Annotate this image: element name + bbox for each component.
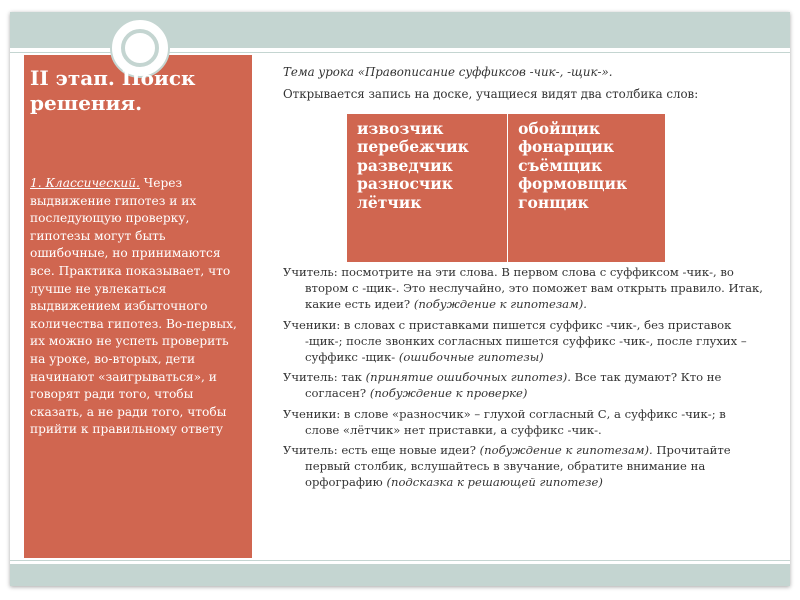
dialog-line	[283, 264, 763, 313]
dialog-text: Учитель: есть еще новые идеи?	[283, 443, 480, 458]
dialog-note: (побуждение к гипотезам).	[413, 297, 587, 312]
word: фонарщик	[518, 137, 615, 157]
dialog-note: (подсказка к решающей гипотезе)	[386, 475, 603, 490]
dialog-text: Учитель: посмотрите на эти слова. В первом слова с суффиксом -чик-, во втором с -щик-. Это неслучайно, это поможет вам открыть правило. Итак, какие есть идеи?	[283, 265, 763, 312]
dialog-line	[283, 442, 763, 491]
dialog-text: Ученики: в слове «разносчик» – глухой согласный С, а суффикс -чик-; в слове «лётчик» нет приставки, а суффикс -чик-.	[283, 406, 726, 437]
word: перебежчик	[357, 137, 469, 157]
word-table	[346, 113, 666, 263]
word: съёмщик	[518, 155, 603, 175]
lesson-topic: Тема урока «Правописание суффиксов -чик-, -щик-».	[283, 65, 613, 79]
dialog-note: (ошибочные гипотезы)	[398, 350, 544, 365]
dialog-text: Учитель: так	[283, 370, 366, 385]
dialog-text: Ученики: в словах с приставками пишется суффикс -чик-, без приставок -щик-; после звонких согласных пишется суффикс -чик-, после глухих – суффикс -щик-	[283, 317, 747, 365]
bottom-divider	[10, 560, 790, 561]
word: разносчик	[357, 174, 453, 194]
dialog-note: (побуждение к проверке)	[369, 386, 528, 401]
bottom-band	[10, 564, 790, 586]
dialog-line	[283, 317, 763, 366]
stage-title: II этап. Поиск решения.	[30, 66, 196, 115]
dialog-text: Прочитайте первый столбик, вслушайтесь в звучание, обратите внимание на орфографию	[305, 443, 731, 490]
circle-ornament-inner	[121, 29, 159, 67]
intro-text: Открывается запись на доске, учащиеся видят два столбика слов:	[283, 87, 699, 101]
method-lead: 1. Классический.	[30, 176, 140, 190]
word: формовщик	[518, 174, 628, 194]
word: обойщик	[518, 119, 601, 138]
dialog	[283, 264, 763, 495]
word-column-chik	[347, 114, 508, 263]
method-description	[30, 175, 242, 439]
dialog-line	[283, 406, 763, 438]
dialog-text: . Все так думают? Кто не согласен?	[305, 370, 722, 401]
dialog-note: (принятие ошибочных гипотез)	[365, 370, 568, 385]
word: гонщик	[518, 192, 589, 212]
word: разведчик	[357, 155, 453, 175]
dialog-note: (побуждение к гипотезам).	[479, 443, 653, 458]
word: лётчик	[357, 192, 422, 212]
word-column-shchik	[508, 114, 666, 263]
word: извозчик	[357, 119, 444, 138]
dialog-line	[283, 369, 763, 401]
method-text: Через выдвижение гипотез и их последующую проверку, гипотезы могут быть ошибочные, но принимаются все. Практика показывает, что лучше не увлекаться выдвижением избыточного количества гипотез. Во-первых, их можно не успеть проверить на уроке, во-вторых, дети начинают «заигрываться», и говорят ради того, чтобы сказать, а не ради того, чтобы прийти к правильному ответу	[30, 176, 237, 437]
